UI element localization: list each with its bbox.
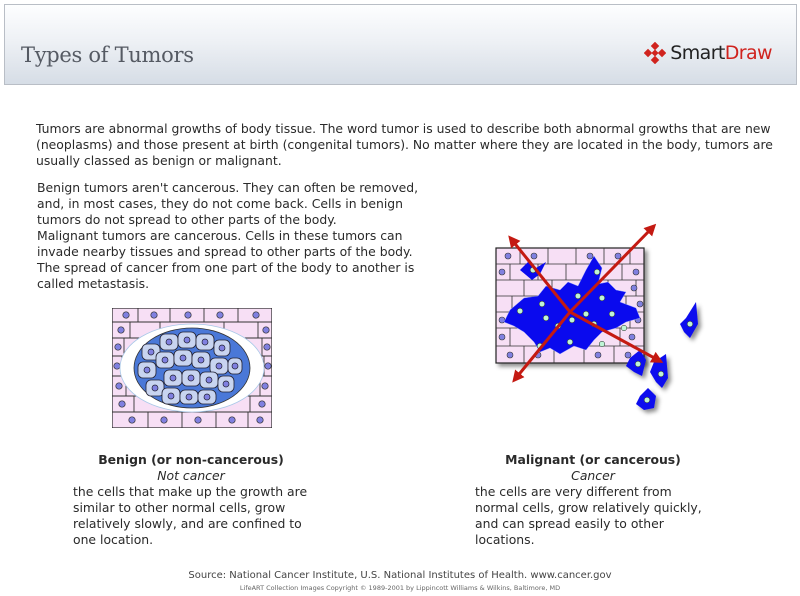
summary-line: Benign tumors aren't cancerous. They can often be removed,	[37, 180, 419, 195]
summary-paragraph	[37, 180, 427, 292]
malignant-tumor-illustration	[490, 210, 710, 420]
malignant-subheading: Cancer	[571, 468, 615, 483]
summary-line: invade nearby tissues and spread to other parts of the body.	[37, 244, 413, 259]
malignant-description-line: normal cells, grow relatively quickly,	[475, 500, 702, 515]
benign-description-line: the cells that make up the growth are	[73, 484, 308, 499]
malignant-caption	[475, 452, 725, 548]
summary-line: The spread of cancer from one part of the body to another is	[37, 260, 415, 275]
source-citation: Source: National Cancer Institute, U.S. National Institutes of Health. www.cancer.gov	[188, 570, 612, 581]
copyright-notice: LifeART Collection Images Copyright © 1989-2001 by Lippincott Williams & Wilkins, Baltimore, MD	[239, 584, 561, 592]
logo-text-draw: Draw	[724, 42, 772, 64]
malignant-heading: Malignant (or cancerous)	[505, 452, 681, 467]
malignant-description-line: and can spread easily to other	[475, 516, 664, 531]
benign-description-line: relatively slowly, and are confined to	[73, 516, 302, 531]
benign-tumor-illustration	[112, 308, 272, 428]
malignant-description-line: the cells are very different from	[475, 484, 672, 499]
summary-line: called metastasis.	[37, 276, 150, 291]
benign-subheading: Not cancer	[157, 468, 225, 483]
benign-caption	[73, 452, 323, 548]
intro-paragraph: Tumors are abnormal growths of body tissue. The word tumor is used to describe both abnormal growths that are new (neoplasms) and those present at birth (congenital tumors). No matter where they are located in the body, tumors are usually classed as benign or malignant.	[36, 121, 773, 168]
malignant-description-line: locations.	[475, 532, 535, 547]
benign-description-line: similar to other normal cells, grow	[73, 500, 286, 515]
summary-line: and, in most cases, they do not come back. Cells in benign	[37, 196, 404, 211]
summary-line: Malignant tumors are cancerous. Cells in these tumors can	[37, 228, 403, 243]
logo-text-smart: Smart	[670, 42, 725, 64]
benign-heading: Benign (or non-cancerous)	[98, 452, 284, 467]
benign-description-line: one location.	[73, 532, 154, 547]
page-title: Types of Tumors	[21, 43, 194, 67]
summary-line: tumors do not spread to other parts of the body.	[37, 212, 337, 227]
smartdraw-logo	[644, 42, 772, 64]
page-header	[4, 4, 797, 85]
smartdraw-diamond-icon	[644, 42, 666, 64]
